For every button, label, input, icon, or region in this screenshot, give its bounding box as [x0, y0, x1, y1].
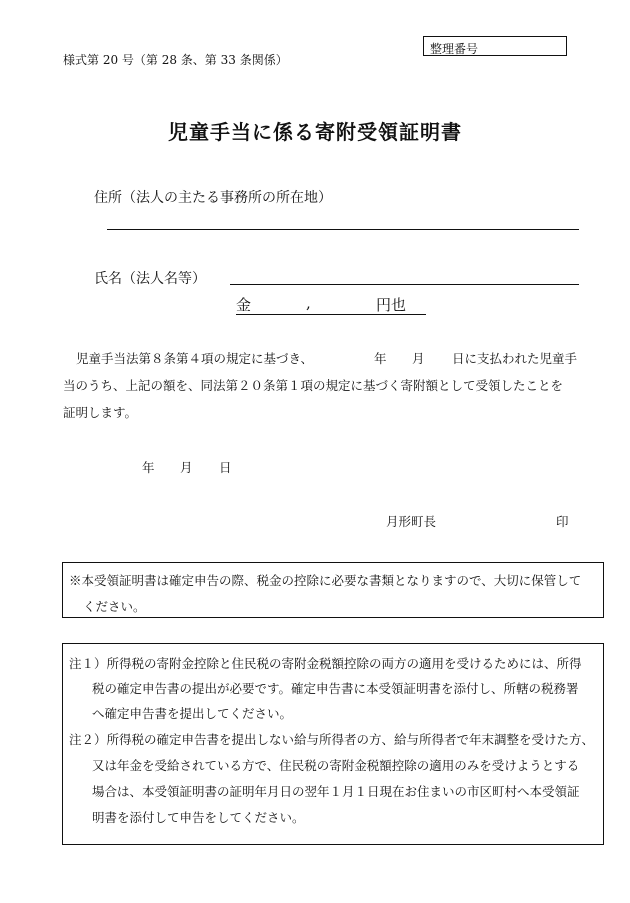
document-title: 児童手当に係る寄附受領証明書	[168, 120, 462, 144]
amount-suffix: 円也	[376, 296, 407, 314]
note-2-line-2: 又は年金を受給されている方で、住民税の寄附金税額控除の適用のみを受けようとする	[92, 758, 580, 773]
form-number-label: 様式第 20 号（第 28 条、第 33 条関係）	[63, 53, 288, 67]
notice-box	[62, 562, 604, 618]
note-2-line-1: 注２）所得税の確定申告書を提出しない給与所得者の方、給与所得者で年末調整を受けた方、	[69, 732, 595, 747]
date-day: 日	[219, 460, 232, 475]
issuer-title: 月形町長	[386, 514, 437, 529]
certification-text-b: 日に支払われた児童手	[452, 351, 578, 366]
notice-line-1: ※本受領証明書は確定申告の際、税金の控除に必要な書類となりますので、大切に保管して	[69, 573, 582, 588]
reference-number-label: 整理番号	[430, 42, 479, 56]
note-1-line-2: 税の確定申告書の提出が必要です。確定申告書に本受領証明書を添付し、所轄の税務署	[92, 681, 579, 696]
certification-line-2: 当のうち、上記の額を、同法第２０条第１項の規定に基づく寄附額として受領したことを	[63, 378, 564, 393]
note-2-line-4: 明書を添付して申告をしてください。	[92, 810, 305, 825]
amount-prefix: 金	[236, 296, 252, 314]
notice-line-2: ください。	[83, 599, 146, 614]
certification-month: 月	[412, 351, 425, 366]
date-month: 月	[180, 460, 193, 475]
note-2-line-3: 場合は、本受領証明書の証明年月日の翌年１月１日現在お住まいの市区町村へ本受領証	[92, 784, 580, 799]
note-1-line-1: 注１）所得税の寄附金控除と住民税の寄附金税額控除の両方の適用を受けるためには、所得	[69, 656, 582, 671]
name-label: 氏名（法人名等）	[94, 271, 206, 287]
notes-box	[62, 643, 604, 845]
reference-number-box[interactable]	[423, 36, 567, 56]
address-field-line[interactable]	[107, 229, 579, 230]
note-1-line-3: へ確定申告書を提出してください。	[92, 706, 293, 721]
seal-mark: 印	[556, 514, 569, 529]
address-label: 住所（法人の主たる事務所の所在地）	[94, 190, 332, 206]
amount-separator: ,	[306, 294, 311, 312]
certification-year: 年	[374, 351, 387, 366]
certification-line-3: 証明します。	[63, 405, 138, 420]
name-field-line[interactable]	[230, 284, 579, 285]
date-year: 年	[142, 460, 155, 475]
certification-text-a: 児童手当法第８条第４項の規定に基づき、	[76, 351, 314, 366]
amount-field[interactable]	[236, 294, 426, 315]
